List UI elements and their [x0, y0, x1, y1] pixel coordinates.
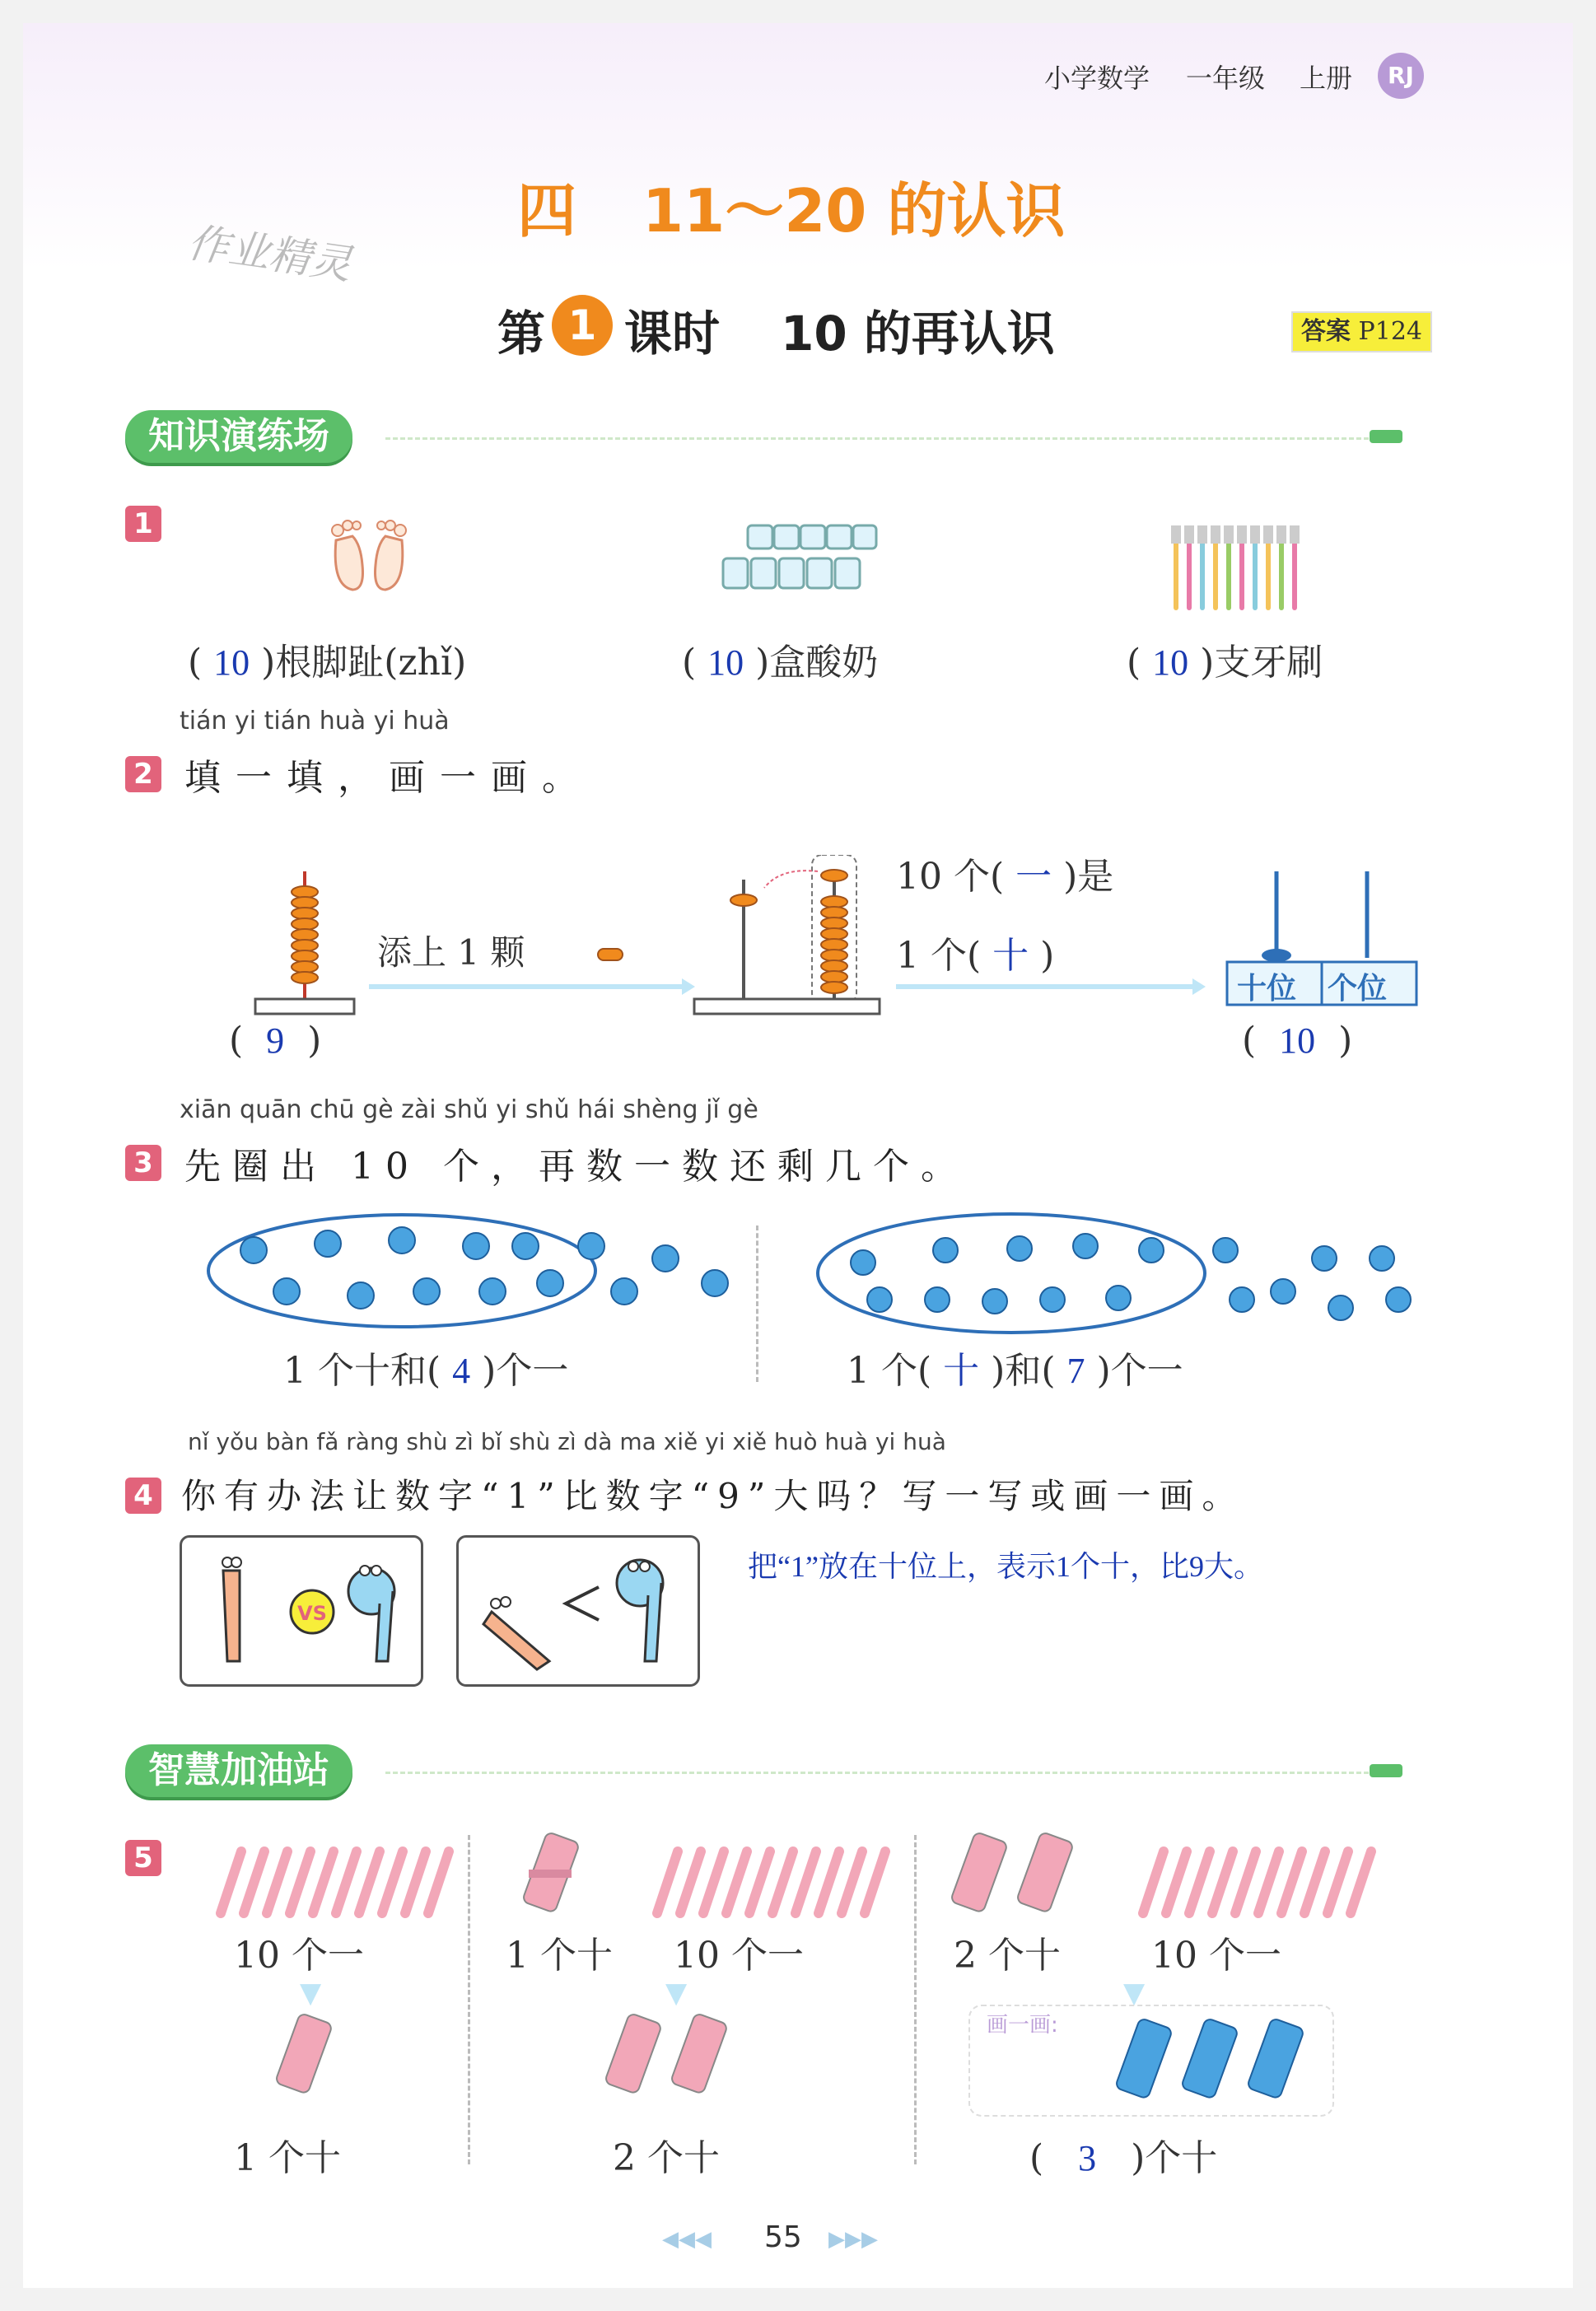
tens-place-label: 十位: [1237, 972, 1297, 1006]
column-divider: [914, 1835, 917, 2164]
watermark: 作业精灵: [184, 218, 355, 289]
q1-item-yogurt: ( 10 )盒酸奶: [682, 642, 879, 684]
question-number: 1: [125, 506, 161, 542]
down-arrow-icon: ▼: [665, 1977, 688, 2010]
q4-text: 你有办法让数字“1”比数字“9”大吗？写一写或画一画。: [181, 1476, 1245, 1516]
edition-badge: RJ: [1378, 53, 1424, 99]
yogurt-icon: [715, 517, 880, 608]
toothbrush-icon: [1160, 509, 1324, 616]
answer-reference: [1291, 311, 1432, 352]
q5-c2-top-a: 1 个十: [506, 1935, 613, 1977]
add-bead-label: 添上 1 颗: [377, 932, 525, 973]
q2-line1-pre: 10 个(: [896, 856, 1005, 898]
question-number: 3: [125, 1145, 161, 1181]
q1-yogurt-label: 盒酸奶: [769, 642, 879, 684]
bundle-c1-bottom: [270, 2008, 336, 2107]
blueberries-picture: [204, 1209, 764, 1333]
next-arrows-icon: ▶▶▶: [828, 2227, 878, 2252]
section-title-challenge: 智慧加油站: [125, 1744, 352, 1797]
lesson-number: 1: [552, 295, 613, 356]
blue-bundles-answer: [1110, 2013, 1324, 2112]
q2-line1: [896, 847, 1113, 899]
q3-pinyin: xiān quān chū gè zài shǔ yi shǔ hái shèng jǐ gè: [180, 1095, 758, 1124]
ones-place-label: 个位: [1328, 972, 1388, 1006]
workbook-page: [23, 23, 1573, 2288]
answer-toothbrush: 10: [1152, 642, 1189, 683]
question-number: 5: [125, 1840, 161, 1876]
q5-c2-top-b: 10 个一: [674, 1935, 804, 1977]
ten-sticks-c1: [196, 1835, 460, 1926]
q3-right-mid: )和(: [991, 1350, 1056, 1392]
q1-item-feet: ( 10 )根脚趾(zhǐ): [188, 642, 467, 684]
answer-tens: 十: [992, 936, 1029, 976]
q2-line2-post: ): [1040, 935, 1055, 977]
q1-toothbrush-label: 支牙刷: [1214, 642, 1323, 684]
q5-c3-top-b: 10 个一: [1151, 1935, 1281, 1977]
q2-text: 填一填，画一画。: [184, 757, 593, 799]
lesson-title: 10 的再认识: [781, 306, 1055, 362]
down-arrow-icon: ▼: [1123, 1977, 1146, 2010]
q4-pinyin: nǐ yǒu bàn fǎ ràng shù zì bǐ shù zì dà ma xiě yi xiě huò huà yi huà: [188, 1428, 946, 1455]
q3-right-post: )个一: [1096, 1350, 1183, 1392]
pencil-icon: [1370, 1764, 1402, 1777]
answer-ten-pears: 十: [943, 1351, 980, 1391]
picture-1-vs-9: [180, 1535, 423, 1687]
answer-feet: 10: [213, 642, 250, 683]
answer-page: P124: [1358, 317, 1422, 346]
header-grade: 一年级: [1186, 63, 1266, 94]
q5-c3-unit: 个十: [1145, 2137, 1218, 2179]
answer-remaining-pears: 7: [1066, 1351, 1085, 1391]
ten-sticks-c2: [632, 1835, 896, 1926]
draw-prompt: 画一画:: [987, 2013, 1058, 2038]
q3-left-post: )个一: [482, 1350, 569, 1392]
picture-1-less-than-9: [456, 1535, 700, 1687]
q5-c1-top: 10 个一: [234, 1935, 364, 1977]
answer-bundles: 3: [1078, 2138, 1097, 2178]
q3-left-answer: [283, 1341, 568, 1394]
answer-right-count: 10: [1279, 1020, 1316, 1061]
q5-c3-bottom: ( 3 )个十: [1029, 2137, 1218, 2179]
unit-title: 11～20 的认识: [642, 176, 1066, 245]
column-divider: [468, 1835, 470, 2164]
question-number: 4: [125, 1478, 161, 1514]
q3-right-pre: 1 个(: [847, 1350, 932, 1392]
pears-picture: [814, 1209, 1440, 1341]
ten-sticks-c3: [1118, 1835, 1382, 1926]
q2-line2-pre: 1 个(: [896, 935, 982, 977]
answer-remaining-blueberries: 4: [452, 1351, 471, 1391]
section-divider: [385, 437, 1398, 440]
unit-number: 四: [517, 176, 577, 245]
q2-line1-post: )是: [1063, 856, 1114, 898]
q2-right-answer: ( 10 ): [1242, 1020, 1353, 1062]
q2-pinyin: tián yi tián huà yi huà: [180, 707, 450, 735]
q5-c1-bottom: 1 个十: [234, 2137, 341, 2179]
lesson-prefix: 第: [497, 306, 546, 362]
section-divider: [385, 1772, 1398, 1774]
answer-label: 答案: [1301, 317, 1351, 346]
q5-c2-bottom: 2 个十: [613, 2137, 720, 2179]
q5-c3-top-a: 2 个十: [954, 1935, 1061, 1977]
feet-icon: [320, 507, 418, 598]
q2-line2: [896, 926, 1054, 978]
q3-right-answer: [847, 1341, 1183, 1394]
header-subject: 小学数学: [1044, 63, 1150, 94]
answer-ones: 一: [1015, 857, 1052, 897]
q3-text: 先圈出 10 个，再数一数还剩几个。: [184, 1146, 968, 1188]
bundles-c2-bottom: [600, 2008, 748, 2107]
answer-left-count: 9: [266, 1020, 285, 1061]
q1-item-toothbrush: ( 10 )支牙刷: [1127, 642, 1323, 684]
column-divider: [756, 1226, 758, 1382]
header-volume: 上册: [1300, 63, 1353, 94]
q1-feet-label: 根脚趾(zhǐ): [275, 642, 467, 684]
question-number: 2: [125, 756, 161, 792]
section-title-practice: 知识演练场: [125, 410, 352, 463]
prev-arrows-icon: ◀◀◀: [662, 2227, 712, 2252]
bundles-c3-top: [945, 1827, 1094, 1926]
vs-badge: VS: [297, 1602, 327, 1625]
q3-left-pre: 1 个十和(: [283, 1350, 441, 1392]
q2-left-answer: ( 9 ): [229, 1020, 322, 1062]
pencil-icon: [1370, 430, 1402, 443]
lesson-suffix: 课时: [624, 306, 721, 362]
answer-yogurt: 10: [707, 642, 744, 683]
bundle-c2-top: [517, 1827, 583, 1926]
page-number: 55: [764, 2220, 802, 2254]
q4-answer: 把“1”放在十位上，表示1个十，比9大。: [748, 1550, 1263, 1583]
down-arrow-icon: ▼: [300, 1977, 322, 2010]
